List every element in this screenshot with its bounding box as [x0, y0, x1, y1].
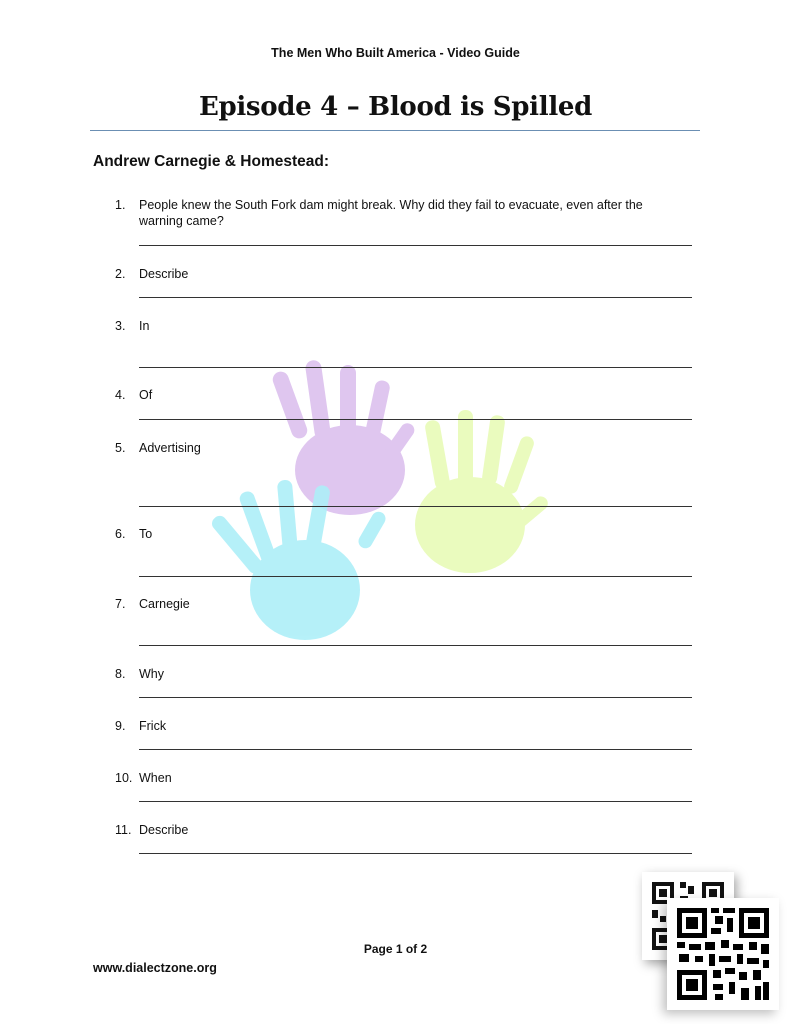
question-text: Advertising	[139, 441, 201, 455]
page-title: Episode 4 – Blood is Spilled	[198, 92, 593, 122]
question-text: Frick	[139, 719, 167, 733]
answer-line[interactable]	[139, 697, 692, 698]
website-link[interactable]: www.dialectzone.org	[93, 961, 217, 975]
question-text: Carnegie	[139, 597, 190, 611]
question-number: 2.	[115, 267, 126, 281]
question-number: 1.	[115, 198, 126, 212]
question-text: People knew the South Fork dam might break. Why did they fail to evacuate, even after the warning came?	[139, 198, 643, 228]
answer-line[interactable]	[139, 853, 692, 854]
question-number: 6.	[115, 527, 126, 541]
title-divider	[90, 130, 700, 131]
question-text: When	[139, 771, 172, 785]
question-text: To	[139, 527, 153, 541]
question-text: Describe	[139, 823, 189, 837]
handprint-watermark-icon	[190, 360, 570, 660]
answer-line[interactable]	[139, 801, 692, 802]
answer-line[interactable]	[139, 245, 692, 246]
question-number: 5.	[115, 441, 126, 455]
question-number: 10.	[115, 771, 133, 785]
question-number: 3.	[115, 319, 126, 333]
answer-line[interactable]	[139, 576, 692, 577]
document-subtitle: The Men Who Built America - Video Guide	[271, 46, 520, 60]
answer-line[interactable]	[139, 645, 692, 646]
question-text: Of	[139, 388, 153, 402]
qr-code-icon	[667, 898, 779, 1010]
answer-line[interactable]	[139, 749, 692, 750]
section-heading: Andrew Carnegie & Homestead:	[93, 153, 329, 170]
qr-code-front	[667, 898, 779, 1010]
answer-line[interactable]	[139, 367, 692, 368]
question-text: Why	[139, 667, 164, 681]
answer-line[interactable]	[139, 506, 692, 507]
page-number: Page 1 of 2	[363, 942, 428, 956]
question-text: In	[139, 319, 150, 333]
answer-line[interactable]	[139, 419, 692, 420]
question-number: 11.	[115, 823, 132, 837]
question-number: 9.	[115, 719, 126, 733]
question-number: 7.	[115, 597, 126, 611]
answer-line[interactable]	[139, 297, 692, 298]
question-number: 4.	[115, 388, 126, 402]
question-text: Describe	[139, 267, 189, 281]
question-number: 8.	[115, 667, 126, 681]
